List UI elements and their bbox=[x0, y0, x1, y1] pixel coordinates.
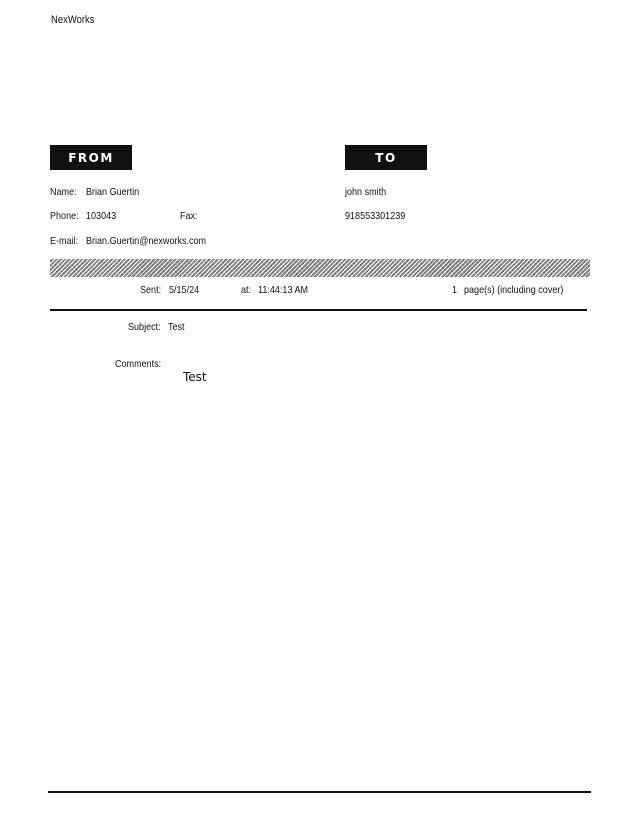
company-name-text: NexWorks bbox=[51, 14, 95, 26]
sent-label: Sent: bbox=[140, 284, 162, 296]
at-label: at: bbox=[241, 284, 252, 296]
comments-body: Test bbox=[183, 370, 207, 384]
company-name bbox=[51, 14, 102, 26]
bottom-rule bbox=[48, 791, 591, 793]
from-name-value: Brian Guertin bbox=[86, 186, 140, 198]
to-name-value: john smith bbox=[345, 186, 387, 198]
hatched-divider bbox=[50, 259, 590, 277]
from-phone-value: 103043 bbox=[86, 210, 117, 222]
subject-label: Subject: bbox=[128, 321, 161, 333]
top-rule bbox=[50, 309, 587, 311]
sent-date: 5/15/24 bbox=[169, 284, 200, 296]
subject-value: Test bbox=[168, 321, 185, 333]
from-phone-label: Phone: bbox=[50, 210, 79, 222]
from-header bbox=[50, 145, 132, 170]
page-count: 1 bbox=[452, 284, 458, 296]
from-name-label: Name: bbox=[50, 186, 77, 198]
sent-time: 11:44:13 AM bbox=[258, 284, 309, 296]
comments-label: Comments: bbox=[115, 358, 162, 370]
from-header-text: FROM bbox=[68, 150, 114, 165]
from-email-value: Brian.Guertin@nexworks.com bbox=[86, 235, 207, 247]
pages-label: page(s) (including cover) bbox=[464, 284, 564, 296]
from-fax-label: Fax: bbox=[180, 210, 198, 222]
to-header bbox=[345, 145, 427, 170]
to-fax-number: 918553301239 bbox=[345, 210, 406, 222]
from-email-label: E-mail: bbox=[50, 235, 79, 247]
to-header-text: TO bbox=[375, 150, 397, 165]
